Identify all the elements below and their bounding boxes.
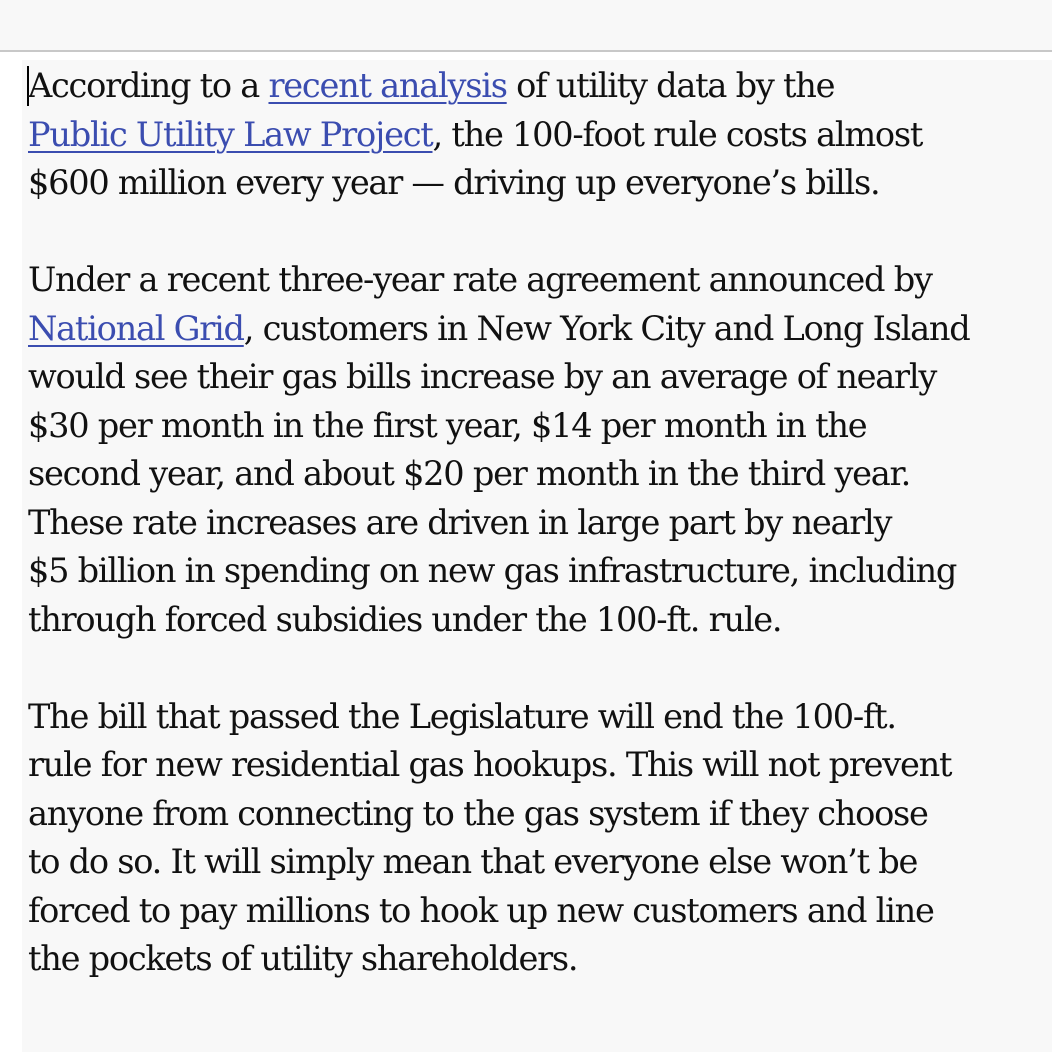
link-public-utility-law-project[interactable]: Public Utility Law Project: [28, 114, 433, 154]
text-run: $600 million every year — driving up everyone’s bills.: [28, 163, 880, 202]
text-line: [28, 159, 1048, 208]
text-line: [28, 305, 1048, 354]
paragraph-2: [28, 256, 1048, 644]
text-run: According to a: [28, 66, 269, 105]
text-run: forced to pay millions to hook up new customers and line: [28, 890, 934, 930]
text-line: [28, 693, 1048, 742]
paragraph-1: [28, 62, 1048, 208]
text-line: [28, 596, 1048, 645]
link-recent-analysis[interactable]: recent analysis: [268, 66, 507, 105]
text-run: These rate increases are driven in large part by nearly: [28, 502, 892, 542]
text-run: $30 per month in the first year, $14 per month in the: [28, 405, 867, 445]
text-run: anyone from connecting to the gas system if they choose: [28, 793, 928, 833]
text-line: [28, 741, 1048, 790]
text-line: [28, 547, 1048, 596]
toolbar-area: [0, 0, 1052, 52]
text-line: [28, 402, 1048, 451]
text-run: of utility data by the: [506, 66, 835, 105]
text-run: , customers in New York City and Long Island: [243, 308, 970, 348]
text-run: would see their gas bills increase by an average of nearly: [28, 357, 937, 396]
text-run: second year, and about $20 per month in the third year.: [28, 454, 911, 493]
text-line: [28, 838, 1048, 887]
text-run: Under a recent three-year rate agreement announced by: [28, 260, 932, 299]
text-line: [28, 256, 1048, 305]
document-body[interactable]: [28, 62, 1048, 984]
paragraph-3: [28, 693, 1048, 984]
text-line: [28, 353, 1048, 402]
link-national-grid[interactable]: National Grid: [28, 308, 244, 348]
text-line: [28, 887, 1048, 936]
text-line: [28, 790, 1048, 839]
text-run: through forced subsidies under the 100-ft. rule.: [28, 599, 782, 639]
text-line: [28, 935, 1048, 984]
text-line: [28, 499, 1048, 548]
text-run: rule for new residential gas hookups. This will not prevent: [28, 745, 952, 784]
text-run: The bill that passed the Legislature will end the 100-ft.: [28, 696, 896, 736]
text-run: , the 100-foot rule costs almost: [432, 114, 923, 154]
text-run: the pockets of utility shareholders.: [28, 939, 578, 978]
text-run: to do so. It will simply mean that everyone else won’t be: [28, 842, 918, 881]
text-line: [28, 62, 1048, 111]
text-line: [28, 450, 1048, 499]
text-line: [28, 111, 1048, 160]
text-run: $5 billion in spending on new gas infrastructure, including: [28, 551, 957, 590]
